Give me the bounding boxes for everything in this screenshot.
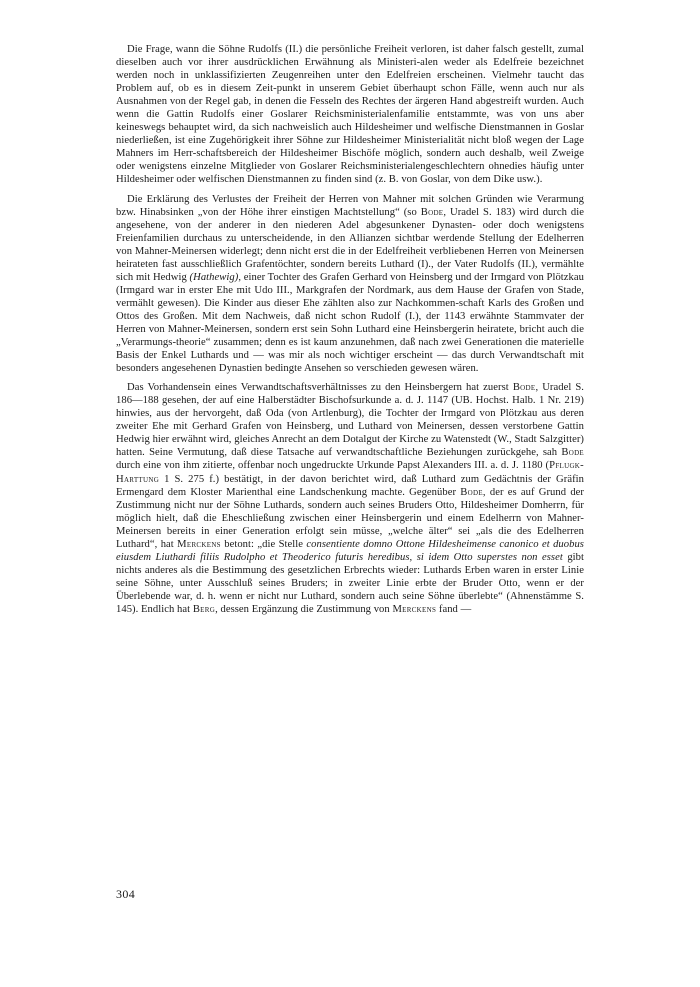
paragraph-3 bbox=[116, 381, 584, 616]
text-segment: Die Erklärung des Verlustes der Freiheit der Herren von Mahner mit solchen Gründen wie Verarmung bzw. Hinabsinken „von der Höhe ihrer einstigen Machtstellung“ (so bbox=[116, 193, 584, 218]
page-number: 304 bbox=[116, 887, 136, 901]
paragraph-1 bbox=[116, 43, 584, 187]
text-segment: , der es auf Grund der Zustimmung nicht nur der Söhne Luthards, sondern auch seines Bruders Otto, Hildesheimer Domherrn, für möglich hielt, daß die Eheschließung zwischen einer Heinsbergerin und einem Edelherrn von Mahner-Meinersen bereits in einer Generation erfolgt sein müsse, „welche älter“ sei „als die des Edelherren Luthard“, hat bbox=[116, 486, 585, 550]
text-segment: betont: „die Stelle bbox=[220, 538, 307, 550]
text-segment: (Hathewig) bbox=[189, 271, 239, 283]
document-page bbox=[116, 43, 584, 622]
text-segment: , Uradel S. 183) wird durch die angesehene, von der anderer in den niederen Adel abgesunkener Dynasten- oder doch wenigstens Freienfamilien durchaus zu unterscheidende, in den Allianzen sichtbar werdende Stellung der Edelherren von Mahner-Meinersen widerlegt; denn nicht erst die in der Edelfreiheit verbliebenen Herren von Meinersen heirateten fast ausschließlich Grafentöchter, sondern bereits Luthard (I)., der Vater Rudolfs (II.), vermählte sich mit Hedwig bbox=[116, 206, 584, 283]
text-segment: consentiente domno Ottone Hildesheimense canonico et duobus eiusdem Liuthardi filiis Rudolpho et Theoderico futuris heredibus, si idem Otto superstes non esset bbox=[116, 538, 584, 563]
text-segment: , einer Tochter des Grafen Gerhard von Heinsberg und der Irmgard von Plötzkau (Irmgard war in erster Ehe mit Udo III., Markgrafen der Nordmark, aus dem Hause der Grafen von Stade, vermählt gewesen). Die Kinder aus dieser Ehe zählten also zur Nachkommen-schaft Karls des Großen und Ottos des Großen. Mit dem Nachweis, daß nicht schon Rudolf (I.), der 1143 erwähnte Stammvater der Herren von Mahner-Meinersen, sondern erst sein Sohn Luthard eine Heinsbergerin heiratete, bricht auch die „Verarmungs-theorie“ zusammen; denn es ist kaum anzunehmen, daß nach zwei Generationen die materielle Basis der Enkel Luthards und — was mir als noch wichtiger erscheint — das durch Verwandtschaft mit besonders angesehenen Dynastien bedingte Ansehen so verschieden gewesen wären. bbox=[116, 271, 584, 375]
text-segment: fand — bbox=[436, 603, 472, 615]
text-segment: durch eine von ihm zitierte, offenbar noch ungedruckte Urkunde Papst Alexanders III. a. d. J. 1180 ( bbox=[116, 460, 550, 472]
text-segment: Bode bbox=[420, 206, 444, 218]
text-segment: Merckens bbox=[392, 603, 437, 615]
text-segment: Bode bbox=[460, 486, 483, 498]
text-segment: , dessen Ergänzung die Zustimmung von bbox=[215, 603, 393, 615]
text-segment: Bode bbox=[561, 447, 584, 459]
paragraph-2 bbox=[116, 193, 584, 376]
text-segment: 1 S. 275 f.) bestätigt, in der davon berichtet wird, daß Luthard zum Gedächtnis der Gräfin Ermengard dem Kloster Marienthal eine Landschenkung machte. Gegenüber bbox=[116, 473, 584, 498]
text-segment: gibt nichts anderes als die Bestimmung des gesetzlichen Erbrechts wieder: Luthards Erben waren in erster Linie seine Söhne, unter Ausschluß seines Bruders; in zweiter Linie erbte der Bruder Otto, wenn er der Überlebende war, d. h. wenn er nicht nur Luthard, sondern auch seine Söhne überlebte“ (Ahnenstämme S. 145). Endlich hat bbox=[116, 551, 584, 615]
text-segment: , Uradel S. 186—188 gesehen, der auf eine Halberstädter Bischofsurkunde a. d. J. 1147 (UB. Hochst. Halb. 1 Nr. 219) hinwies, aus der hervorgeht, daß Oda (von Artlenburg), die Tochter der Irmgard von Plötzkau aus deren zweiter Ehe mit Gerhard Grafen von Heinsberg, und Luthard von Meinersen, dessen verstorbene Gattin Hedwig hier erwähnt wird, gleiches Anrecht an dem Dotalgut der Kirche zu Watenstedt (W., Stadt Salzgitter) hatten. Seine Vermutung, daß diese Tatsache auf verwandtschaftliche Beziehungen zurückgehe, sah bbox=[116, 382, 584, 459]
text-segment: Berg bbox=[192, 603, 216, 615]
text-segment: Das Vorhandensein eines Verwandtschaftsverhältnisses zu den Heinsbergern hat zuerst bbox=[127, 382, 513, 394]
text-segment: Die Frage, wann die Söhne Rudolfs (II.) die persönliche Freiheit verloren, ist daher falsch gestellt, zumal dieselben auch vor ihrer ausdrücklichen Erwähnung als Ministeri-alen weder als Edelfreie bezeichnet werden noch in unklassifizierten Zeugenreihen unter den Edelfreien erscheinen. Vielmehr taucht das Problem auf, ob es in diesem Zeit-punkt in unserem Gebiet überhaupt schon Fälle, wenn auch nur als Ausnahmen von der Regel gab, in denen die Fesseln des Rechtes der ärgeren Hand abgestreift wurden. Auch wenn die Gattin Rudolfs einer Goslarer Reichsministerialenfamilie entstammte, was von uns aber keineswegs behauptet wird, da sich nachweislich auch Hildesheimer und welfische Dienstmannen in Goslar niederließen, ist eine Zugehörigkeit ihrer Söhne zur Hildesheimer Ministerialität nicht bloß wegen der Lage Mahners im Herr-schaftsbereich der Hildesheimer Bischöfe möglich, sondern auch deshalb, weil Zweige oder wenigstens einzelne Mitglieder von Goslarer Reichsministerialengeschlechtern ohnedies häufig unter Hildesheimer oder welfischen Dienstmannen zu finden sind (z. B. von Goslar, von dem Dike usw.). bbox=[116, 44, 584, 186]
text-segment: Bode bbox=[512, 382, 536, 394]
text-segment: Pflugk-Harttung bbox=[116, 460, 584, 485]
text-segment: Merckens bbox=[177, 538, 221, 550]
